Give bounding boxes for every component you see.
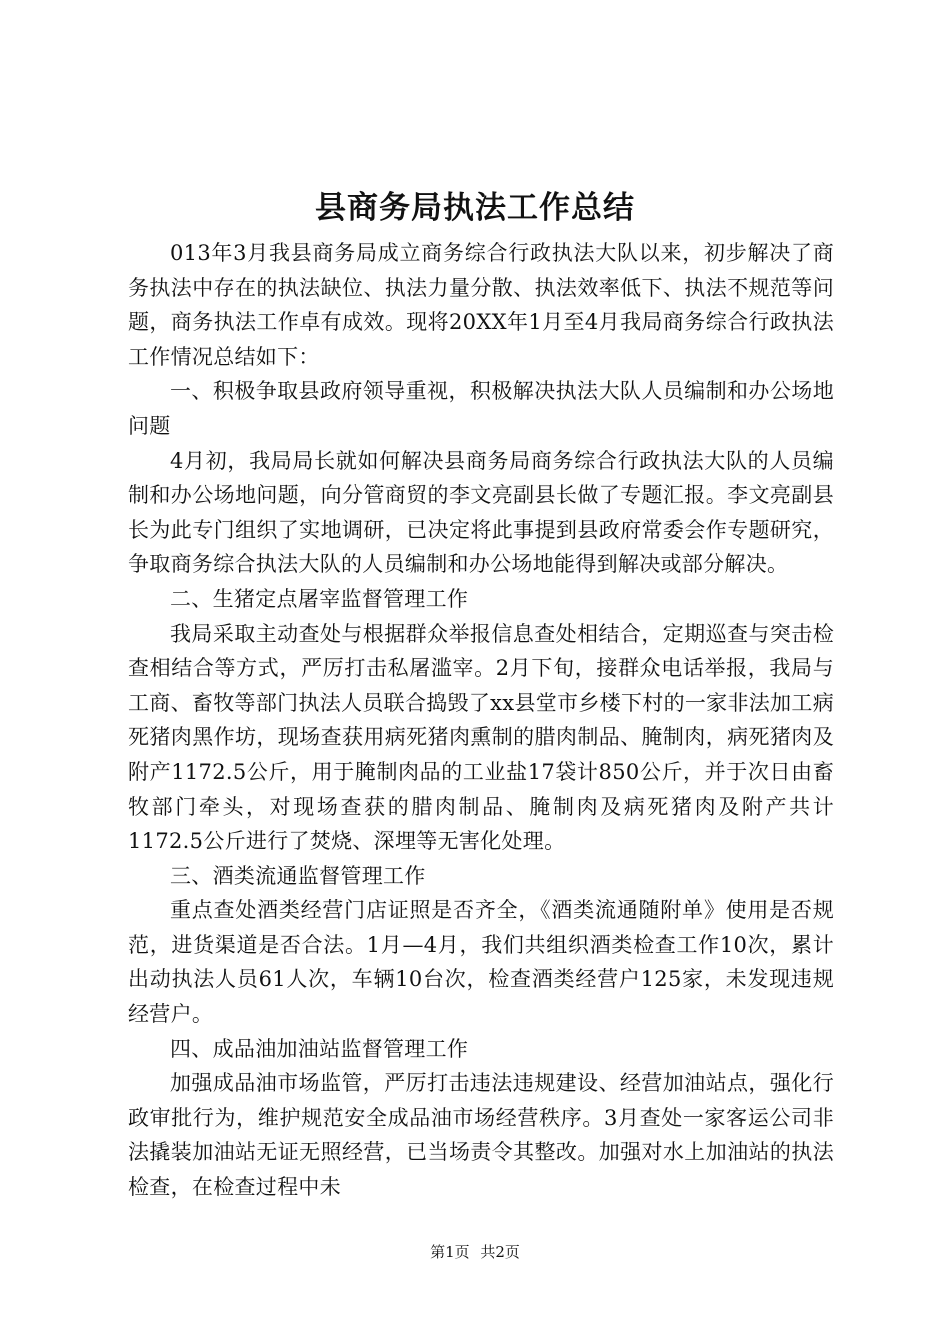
page-number-total: 共2页 bbox=[480, 1243, 520, 1261]
paragraph-section-2: 我局采取主动查处与根据群众举报信息查处相结合，定期巡查与突击检查相结合等方式，严厉打击私屠滥宰。2月下旬，接群众电话举报，我局与工商、畜牧等部门执法人员联合捣毁了xx县堂市乡楼下村的一家非法加工病死猪肉黑作坊，现场查获用病死猪肉熏制的腊肉制品、腌制肉，病死猪肉及附产1172.5公斤，用于腌制肉品的工业盐17袋计850公斤，并于次日由畜牧部门牵头，对现场查获的腊肉制品、腌制肉及病死猪肉及附产共计1172.5公斤进行了焚烧、深埋等无害化处理。 bbox=[128, 621, 834, 854]
section-heading-2: 二、生猪定点屠宰监督管理工作 bbox=[170, 586, 469, 611]
paragraph-section-1: 4月初，我局局长就如何解决县商务局商务综合行政执法大队的人员编制和办公场地问题，向分管商贸的李文亮副县长做了专题汇报。李文亮副县长为此专门组织了实地调研，已决定将此事提到县政府常委会作专题研究，争取商务综合执法大队的人员编制和办公场地能得到解决或部分解决。 bbox=[128, 448, 834, 577]
section-heading-3: 三、酒类流通监督管理工作 bbox=[170, 863, 426, 888]
paragraph-intro: 013年3月我县商务局成立商务综合行政执法大队以来，初步解决了商务执法中存在的执法缺位、执法力量分散、执法效率低下、执法不规范等问题，商务执法工作卓有成效。现将20XX年1月至4月我局商务综合行政执法工作情况总结如下： bbox=[128, 241, 834, 369]
page-footer bbox=[0, 1240, 950, 1264]
page-number-current: 第1页 bbox=[430, 1243, 470, 1261]
section-heading-1: 一、积极争取县政府领导重视，积极解决执法大队人员编制和办公场地问题 bbox=[128, 379, 834, 438]
paragraph-section-3: 重点查处酒类经营门店证照是否齐全，《酒类流通随附单》使用是否规范，进货渠道是否合法。1月—4月，我们共组织酒类检查工作10次，累计出动执法人员61人次，车辆10台次，检查酒类经营户125家，未发现违规经营户。 bbox=[128, 898, 834, 1027]
document-title: 县商务局执法工作总结 bbox=[315, 190, 635, 226]
section-heading-4: 四、成品油加油站监督管理工作 bbox=[170, 1036, 469, 1061]
paragraph-section-4: 加强成品油市场监管，严厉打击违法违规建设、经营加油站点，强化行政审批行为，维护规范安全成品油市场经营秩序。3月查处一家客运公司非法撬装加油站无证无照经营，已当场责令其整改。加强对水上加油站的执法检查，在检查过程中未 bbox=[128, 1071, 834, 1200]
document-body bbox=[128, 236, 834, 1205]
